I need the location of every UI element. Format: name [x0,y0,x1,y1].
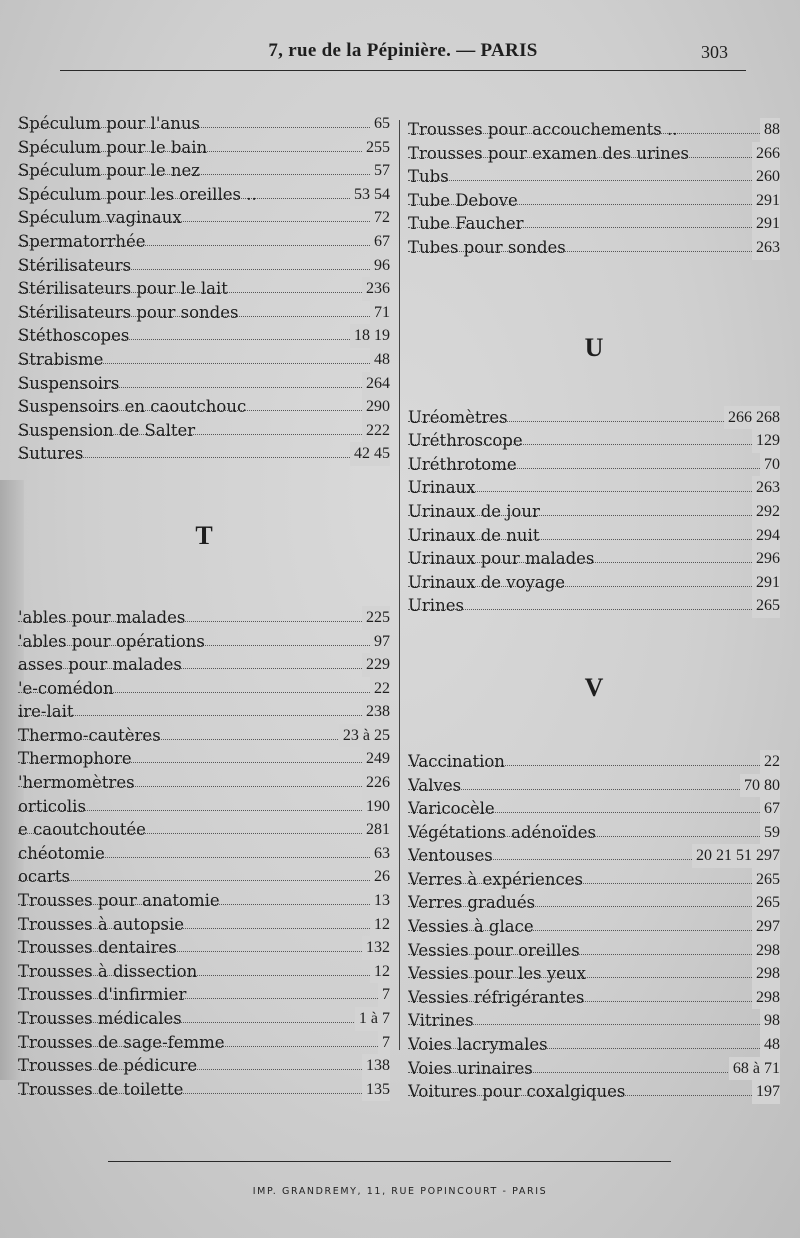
entry-label: Sutures [18,444,84,464]
entry-label: Suspension de Salter [18,420,196,440]
entry-page-refs: 263 [752,476,780,500]
entry-page-refs: 97 [370,630,390,654]
entry-label: Ventouses [408,846,493,866]
entry-label: Varicocèle [408,799,495,819]
entry-label: Spermatorrhée [18,231,146,251]
index-entry [408,915,780,939]
entry-page-refs: 263 [752,236,780,260]
entry-page-refs: 197 [752,1080,780,1104]
entry-label: Urinaux [408,478,476,498]
entry-label: Spéculum pour le nez [18,161,200,181]
index-entry [408,212,780,236]
entry-label: Trousses de sage-femme [18,1032,225,1052]
entry-page-refs: 98 [760,1009,780,1033]
entry-label: Trousses dentaires [18,938,177,958]
index-entry [408,1033,780,1057]
header-title: 7, rue de la Pépinière. — PARIS [268,40,538,61]
index-entry [18,865,390,889]
index-entry [18,960,390,984]
entry-label: Uréomètres [408,407,508,427]
entry-label: Urinaux de jour [408,501,540,521]
entry-label: Suspensoirs [18,373,120,393]
index-entry [18,842,390,866]
entry-page-refs: 260 [752,165,780,189]
index-entry [18,206,390,230]
index-entry [408,1009,780,1033]
entry-label: Trousses médicales [18,1009,182,1028]
entry-page-refs: 281 [362,818,390,842]
entry-label: Trousses pour accouchements .. [408,120,678,139]
entry-label: Vessies pour oreilles [408,940,580,960]
entry-page-refs: 266 [752,142,780,166]
entry-label: 'hermomètres [18,773,135,793]
index-entry [18,1054,390,1078]
entry-page-refs: 48 [760,1033,780,1057]
page-number: 303 [701,42,728,62]
index-entry [18,677,390,701]
index-entry [18,700,390,724]
entry-page-refs: 12 [370,960,390,984]
index-entry [408,774,780,798]
index-group-v [408,750,780,1104]
entry-label: Verres gradués [408,893,536,913]
index-entry [408,891,780,915]
entry-label: 'ables pour malades [18,607,186,627]
index-entry [408,547,780,571]
section-letter-t: T [195,520,213,550]
index-entry [18,795,390,819]
entry-label: Stérilisateurs pour sondes [18,302,239,322]
entry-label: Tubs [408,167,449,187]
index-entry [408,797,780,821]
entry-label: Vessies pour les yeux [408,964,586,984]
index-entry [18,395,390,419]
index-entry [408,524,780,548]
entry-label: Urines [408,596,464,616]
entry-page-refs: 265 [752,594,780,618]
entry-label: Vaccination [408,751,505,771]
index-entry [18,254,390,278]
entry-label: Trousses de toilette [18,1079,184,1099]
entry-label: Urinaux pour malades [408,549,595,569]
index-entry [408,868,780,892]
column-divider [399,120,400,1050]
index-entry [18,747,390,771]
entry-page-refs: 63 [370,842,390,866]
entry-page-refs: 264 [362,372,390,396]
entry-page-refs: 298 [752,962,780,986]
index-entry [18,324,390,348]
index-entry [18,348,390,372]
entry-page-refs: 132 [362,936,390,960]
index-entry [18,889,390,913]
entry-label: 'e-comédon [18,678,114,698]
index-entry [18,112,390,136]
index-entry [408,821,780,845]
index-entry [408,844,780,868]
entry-label: Spéculum pour les oreilles .. [18,184,257,204]
entry-label: Spéculum pour l'anus [18,114,200,133]
entry-page-refs: 23 à 25 [339,724,390,748]
entry-page-refs: 65 [370,112,390,136]
entry-label: Valves [408,775,462,795]
entry-page-refs: 88 [760,118,780,142]
entry-label: Tube Faucher [408,214,524,234]
index-entry [18,183,390,207]
entry-page-refs: 226 [362,771,390,795]
entry-label: Spéculum pour le bain [18,137,208,157]
entry-page-refs: 1 à 7 [355,1007,390,1031]
entry-page-refs: 292 [752,500,780,524]
index-entry [18,230,390,254]
entry-page-refs: 138 [362,1054,390,1078]
entry-page-refs: 297 [752,915,780,939]
footer-rule [108,1161,671,1162]
entry-label: asses pour malades [18,655,182,675]
index-entry [408,476,780,500]
index-entry [18,136,390,160]
index-entry [18,724,390,748]
index-entry [18,372,390,396]
index-group-u [408,406,780,618]
index-entry [18,419,390,443]
right-column [408,118,780,1104]
index-entry [408,453,780,477]
entry-label: orticolis [18,796,86,816]
entry-page-refs: 48 [370,348,390,372]
index-entry [408,406,780,430]
entry-page-refs: 222 [362,419,390,443]
index-entry [18,630,390,654]
entry-label: Trousses pour examen des urines [408,143,689,163]
entry-label: Tubes pour sondes [408,237,566,257]
entry-page-refs: 20 21 51 297 [692,844,780,868]
entry-label: Uréthroscope [408,431,523,451]
entry-page-refs: 298 [752,986,780,1010]
entry-page-refs: 71 [370,301,390,325]
entry-label: ocarts [18,867,70,887]
index-entry [18,277,390,301]
entry-page-refs: 22 [760,750,780,774]
index-entry [408,429,780,453]
entry-label: Uréthrotome [408,454,517,474]
index-entry [408,118,780,142]
entry-page-refs: 225 [362,606,390,630]
entry-page-refs: 70 80 [740,774,780,798]
left-column [18,112,390,1101]
entry-label: Trousses d'infirmier [18,985,187,1005]
index-entry [18,913,390,937]
entry-page-refs: 7 [378,983,390,1007]
entry-page-refs: 294 [752,524,780,548]
index-entry [408,939,780,963]
entry-label: Verres à expériences [408,869,583,889]
entry-label: Voies urinaires [408,1058,533,1078]
index-entry [408,1057,780,1081]
index-entry [18,936,390,960]
index-entry [18,442,390,466]
index-entry [408,571,780,595]
entry-label: Spéculum vaginaux [18,208,182,228]
index-entry [18,1031,390,1055]
entry-page-refs: 18 19 [350,324,390,348]
index-group-t [18,606,390,1101]
entry-page-refs: 13 [370,889,390,913]
entry-label: Stérilisateurs pour le lait [18,279,228,299]
index-entry [408,142,780,166]
entry-page-refs: 12 [370,913,390,937]
entry-page-refs: 290 [362,395,390,419]
index-entry [408,165,780,189]
entry-label: Urinaux de nuit [408,525,540,545]
entry-page-refs: 96 [370,254,390,278]
entry-page-refs: 42 45 [350,442,390,466]
entry-label: Vessies réfrigérantes [408,987,585,1007]
entry-page-refs: 67 [370,230,390,254]
index-entry [408,500,780,524]
entry-label: Tube Debove [408,190,518,210]
entry-label: e caoutchoutée [18,820,146,840]
entry-page-refs: 236 [362,277,390,301]
entry-label: Voitures pour coxalgiques [408,1082,626,1102]
entry-label: Trousses de pédicure [18,1056,198,1076]
entry-page-refs: 135 [362,1078,390,1102]
index-entry [18,771,390,795]
entry-page-refs: 68 à 71 [729,1057,780,1081]
entry-page-refs: 129 [752,429,780,453]
entry-label: Végétations adénoïdes [408,822,596,842]
index-entry [408,594,780,618]
entry-label: Trousses à autopsie [18,914,185,934]
entry-page-refs: 57 [370,159,390,183]
entry-page-refs: 53 54 [350,183,390,207]
entry-label: Stéthoscopes [18,326,130,346]
entry-label: Voies lacrymales [408,1035,548,1055]
entry-label: Strabisme [18,349,104,369]
index-group-s [18,112,390,466]
entry-label: Vitrines [408,1011,474,1031]
entry-page-refs: 296 [752,547,780,571]
entry-label: Vessies à glace [408,917,534,937]
index-entry [18,159,390,183]
index-entry [18,818,390,842]
index-group-t-continued [408,118,780,260]
entry-page-refs: 26 [370,865,390,889]
section-letter-v: V [584,672,604,702]
entry-page-refs: 291 [752,189,780,213]
index-entry [408,986,780,1010]
index-entry [408,189,780,213]
entry-page-refs: 255 [362,136,390,160]
index-entry [408,1080,780,1104]
entry-label: chéotomie [18,843,105,863]
entry-label: Urinaux de voyage [408,572,566,592]
index-entry [18,1007,390,1031]
entry-page-refs: 238 [362,700,390,724]
entry-label: Thermo-cautères [18,725,161,745]
entry-page-refs: 22 [370,677,390,701]
index-entry [18,983,390,1007]
page-header [60,40,746,71]
entry-label: Trousses à dissection [18,961,198,981]
entry-label: Trousses pour anatomie [18,891,220,911]
entry-page-refs: 266 268 [724,406,780,430]
entry-label: Stérilisateurs [18,255,132,275]
index-entry [18,653,390,677]
index-entry [408,236,780,260]
entry-page-refs: 59 [760,821,780,845]
entry-page-refs: 265 [752,891,780,915]
entry-page-refs: 72 [370,206,390,230]
entry-page-refs: 291 [752,212,780,236]
entry-page-refs: 229 [362,653,390,677]
entry-page-refs: 70 [760,453,780,477]
entry-label: 'ables pour opérations [18,631,205,651]
index-entry [18,301,390,325]
entry-page-refs: 291 [752,571,780,595]
entry-page-refs: 190 [362,795,390,819]
index-entry [18,1078,390,1102]
index-entry [408,962,780,986]
entry-page-refs: 298 [752,939,780,963]
dot-leader [408,180,780,181]
entry-label: Suspensoirs en caoutchouc [18,397,247,417]
entry-page-refs: 265 [752,868,780,892]
entry-page-refs: 7 [378,1031,390,1055]
entry-page-refs: 67 [760,797,780,821]
entry-label: Thermophore [18,749,132,769]
index-entry [18,606,390,630]
printer-imprint: IMP. GRANDREMY, 11, RUE POPINCOURT - PARIS [252,1186,548,1197]
entry-page-refs: 249 [362,747,390,771]
index-entry [408,750,780,774]
entry-label: ire-lait [18,702,74,722]
section-letter-u: U [584,332,604,362]
